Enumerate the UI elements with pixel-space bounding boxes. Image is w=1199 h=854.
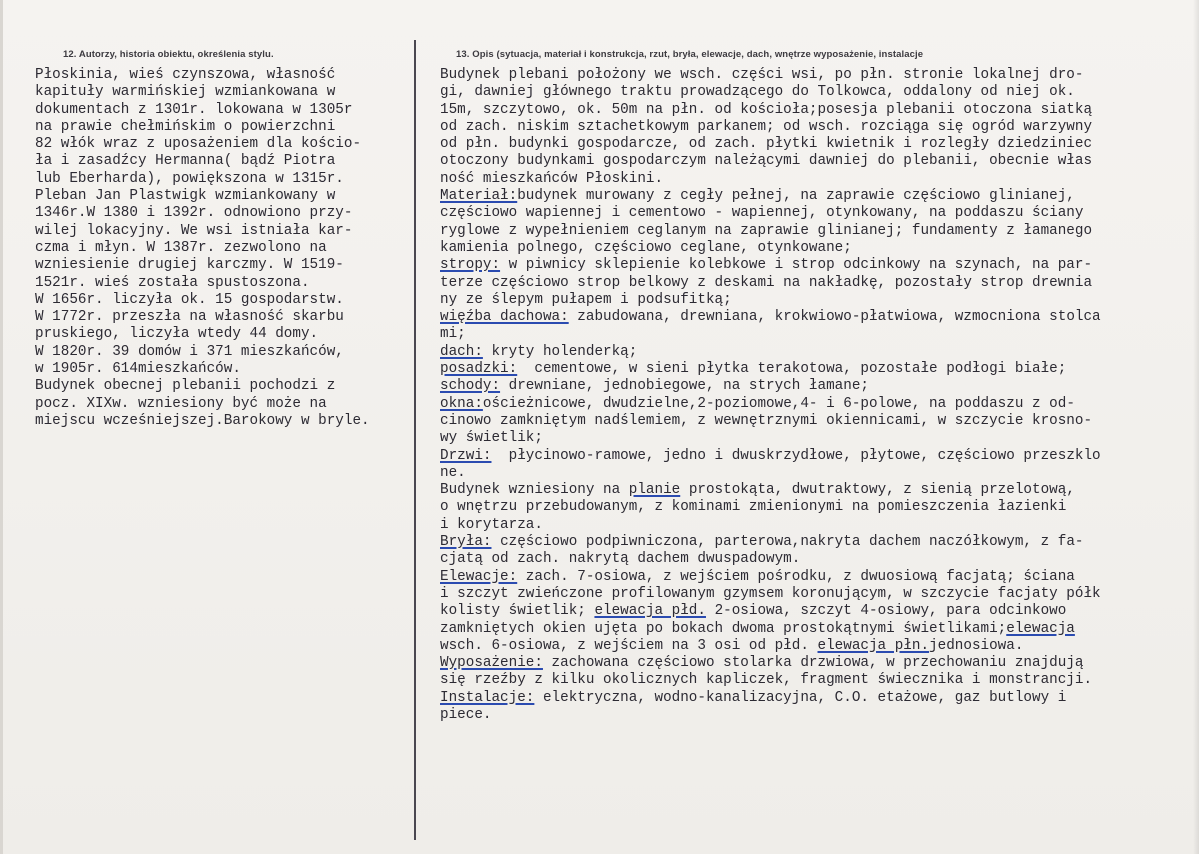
description-text-segment: cinowo zamkniętym nadślemiem, z wewnętrznymi okiennicami, w szczycie krosno- — [440, 412, 1093, 429]
section-label: schody: — [440, 378, 501, 395]
history-line: na prawie chełmińskim o powierzchni — [35, 118, 336, 135]
description-line — [440, 430, 1195, 447]
history-line: Płoskinia, wieś czynszowa, własność — [35, 67, 336, 83]
history-line: w 1905r. 614mieszkańców. — [35, 361, 241, 378]
description-text-segment: zabudowana, drewniana, krokwiowo-płatwiowa, wzmocniona stolca — [568, 309, 1101, 326]
section-label: Bryła: — [440, 534, 492, 551]
history-line: kapituły warmińskiej wzmiankowana w — [35, 84, 336, 101]
card-edge-shadow — [1193, 0, 1199, 854]
left-section-header: 12. Autorzy, historia obiektu, określenia stylu. — [63, 49, 274, 60]
history-line: pocz. XIXw. wzniesiony być może na — [35, 395, 327, 412]
description-text-segment: cjatą od zach. nakrytą dachem dwuspadowym. — [440, 551, 801, 568]
description-text-segment: cementowe, w sieni płytka terakotowa, pozostałe podłogi białe; — [517, 361, 1067, 378]
section-label: dach: — [440, 343, 483, 360]
description-text-segment: wsch. 6-osiowa, z wejściem na 3 osi od płd. — [440, 637, 818, 654]
history-line: 1521r. wieś została spustoszona. — [35, 274, 310, 291]
description-line — [440, 361, 1195, 378]
history-text — [35, 67, 410, 430]
description-text-segment: ościeżnicowe, dwudzielne,2-poziomowe,4- i 6-polowe, na poddaszu z od- — [482, 395, 1075, 412]
section-label: elewacja — [1006, 620, 1075, 637]
section-label: elewacja płd. — [594, 603, 706, 620]
section-label: Materiał: — [440, 188, 518, 205]
history-line: 82 włók wraz z uposażeniem dla kościo- — [35, 136, 362, 153]
section-label: Instalacje: — [440, 689, 535, 706]
history-line: W 1656r. liczyła ok. 15 gospodarstw. — [35, 291, 344, 308]
description-text-segment: częściowo wapiennej i cementowo - wapiennej, otynkowany, na poddaszu ściany — [440, 205, 1084, 222]
section-label: Elewacje: — [440, 568, 518, 585]
description-text-segment: częściowo podpiwniczona, parterowa,nakryta dachem naczółkowym, z fa- — [491, 534, 1084, 551]
description-line — [440, 448, 1195, 465]
description-line — [440, 171, 1195, 188]
history-line: wzniesienie drugiej karczmy. W 1519- — [35, 257, 344, 274]
description-line — [440, 223, 1195, 240]
description-line — [440, 67, 1195, 84]
description-text-segment: terze częściowo strop belkowy z deskami na nakładkę, pozostały strop drewnia — [440, 274, 1093, 291]
description-line — [440, 638, 1195, 655]
description-text-segment: zach. 7-osiowa, z wejściem pośrodku, z dwuosiową facjatą; ściana — [517, 568, 1075, 585]
description-line — [440, 205, 1195, 222]
description-line — [440, 551, 1195, 568]
description-line — [440, 569, 1195, 586]
description-text-segment: piece. — [440, 706, 492, 723]
description-text-segment: kamienia polnego, częściowo ceglane, otynkowane; — [440, 239, 852, 256]
description-text-segment: zachowana częściowo stolarka drzwiowa, w przechowaniu znajdują — [542, 655, 1084, 672]
history-line: 1346r.W 1380 i 1392r. odnowiono przy- — [35, 205, 353, 222]
description-line — [440, 465, 1195, 482]
description-line — [440, 413, 1195, 430]
description-line — [440, 499, 1195, 516]
description-text-segment: mi; — [440, 326, 466, 343]
description-text-segment: gi, dawniej głównego traktu prowadzącego do Tolkowca, oddalony od niej ok. — [440, 84, 1075, 101]
description-line — [440, 136, 1195, 153]
description-line — [440, 378, 1195, 395]
description-line — [440, 102, 1195, 119]
history-line: lub Eberharda), powiększona w 1315r. — [35, 170, 344, 187]
description-line — [440, 119, 1195, 136]
history-line: dokumentach z 1301r. lokowana w 1305r — [35, 101, 353, 118]
history-line: Budynek obecnej plebanii pochodzi z — [35, 378, 336, 395]
description-line — [440, 396, 1195, 413]
description-line — [440, 188, 1195, 205]
description-text — [440, 67, 1195, 724]
description-line — [440, 326, 1195, 343]
description-line — [440, 586, 1195, 603]
description-line — [440, 153, 1195, 170]
description-text-segment: zamkniętych okien ujęta po bokach dwoma prostokątnymi świetlikami; — [440, 620, 1007, 637]
section-label: stropy: — [440, 257, 501, 274]
description-line — [440, 603, 1195, 620]
description-line — [440, 309, 1195, 326]
description-line — [440, 275, 1195, 292]
description-line — [440, 672, 1195, 689]
description-text-segment: ny ze ślepym pułapem i podsufitką; — [440, 291, 732, 308]
history-line: W 1820r. 39 domów i 371 mieszkańców, — [35, 343, 344, 360]
description-text-segment: Budynek plebani położony we wsch. części wsi, po płn. stronie lokalnej dro- — [440, 67, 1084, 83]
description-text-segment: płycinowo-ramowe, jedno i dwuskrzydłowe, płytowe, częściowo przeszklo — [491, 447, 1101, 464]
section-label: Wyposażenie: — [440, 655, 543, 672]
section-label: posadzki: — [440, 361, 518, 378]
description-text-segment: wy świetlik; — [440, 430, 543, 447]
description-text-segment: elektryczna, wodno-kanalizacyjna, C.O. etażowe, gaz butlowy i — [534, 689, 1067, 706]
description-text-segment: 2-osiowa, szczyt 4-osiowy, para odcinkowo — [705, 603, 1067, 620]
section-label: Drzwi: — [440, 447, 492, 464]
description-line — [440, 344, 1195, 361]
description-text-segment: ryglowe z wypełnieniem ceglanym na zaprawie glinianej; fundamenty z łamanego — [440, 222, 1093, 239]
description-text-segment: ne. — [440, 464, 466, 481]
description-text-segment: Budynek wzniesiony na — [440, 482, 629, 499]
description-text-segment: się rzeźby z kilku okolicznych kapliczek, fragment świecznika i monstrancji. — [440, 672, 1093, 689]
description-text-segment: i korytarza. — [440, 516, 543, 533]
column-divider — [414, 40, 416, 840]
right-section-header: 13. Opis (sytuacja, materiał i konstrukcja, rzut, bryła, elewacje, dach, wnętrze wyposażenie, instalacje — [456, 49, 924, 60]
description-text-segment: 15m, szczytowo, ok. 50m na płn. od kościoła;posesja plebanii otoczona siatką — [440, 101, 1093, 118]
description-text-segment: o wnętrzu przebudowanym, z kominami zmienionymi na pomieszczenia łazienki — [440, 499, 1067, 516]
description-line — [440, 517, 1195, 534]
description-text-segment: w piwnicy sklepienie kolebkowe i strop odcinkowy na szynach, na par- — [500, 257, 1093, 274]
section-label: planie — [628, 482, 681, 499]
description-line — [440, 84, 1195, 101]
history-line: ła i zasadźcy Hermanna( bądź Piotra — [35, 153, 336, 170]
description-text-segment: ność mieszkańców Płoskini. — [440, 170, 664, 187]
description-line — [440, 621, 1195, 638]
description-line — [440, 534, 1195, 551]
history-line: W 1772r. przeszła na własność skarbu — [35, 309, 344, 326]
description-line — [440, 257, 1195, 274]
description-text-segment: jednosiowa. — [929, 637, 1024, 654]
description-text-segment: prostokąta, dwutraktowy, z sienią przelotową, — [680, 482, 1075, 499]
history-line: Pleban Jan Plastwigk wzmiankowany w — [35, 188, 336, 205]
description-line — [440, 292, 1195, 309]
section-label: elewacja płn. — [817, 637, 930, 654]
section-label: więźba dachowa: — [440, 309, 569, 326]
description-line — [440, 482, 1195, 499]
section-label: okna: — [440, 395, 483, 412]
history-line: pruskiego, liczyła wtedy 44 domy. — [35, 326, 319, 343]
description-line — [440, 690, 1195, 707]
history-line: miejscu wcześniejszej.Barokowy w bryle. — [35, 412, 370, 429]
description-text-segment: i szczyt zwieńczone profilowanym gzymsem koronującym, w szczycie facjaty półk — [440, 585, 1101, 602]
description-line — [440, 655, 1195, 672]
history-line: wilej lokacyjny. We wsi istniała kar- — [35, 222, 353, 239]
description-line — [440, 707, 1195, 724]
description-text-segment: drewniane, jednobiegowe, na strych łamane; — [500, 378, 869, 395]
description-text-segment: kryty holenderką; — [482, 343, 638, 360]
history-line: czma i młyn. W 1387r. zezwolono na — [35, 239, 327, 256]
description-text-segment: od zach. niskim sztachetkowym parkanem; od wsch. rozciąga się ogród warzywny — [440, 118, 1093, 135]
description-text-segment: od płn. budynki gospodarcze, od zach. płytki kwietnik i rozległy dziedziniec — [440, 136, 1093, 153]
description-text-segment: budynek murowany z cegły pełnej, na zaprawie częściowo glinianej, — [517, 188, 1075, 205]
description-text-segment: kolisty świetlik; — [440, 603, 595, 620]
description-text-segment: otoczony budynkami gospodarczym należącymi dawniej do plebanii, obecnie włas — [440, 153, 1093, 170]
description-line — [440, 240, 1195, 257]
